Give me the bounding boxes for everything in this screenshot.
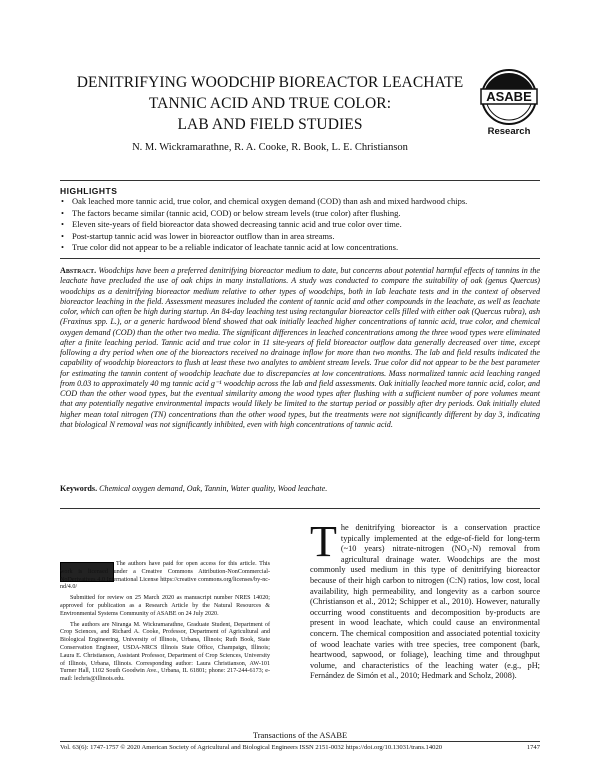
- highlights-list: [60, 196, 540, 254]
- top-rule: [60, 180, 540, 181]
- author-list: N. M. Wickramarathne, R. A. Cooke, R. Book, L. E. Christianson: [132, 142, 408, 153]
- intro-paragraph: he denitrifying bioreactor is a conservation practice typically implemented at the edge-of-field for long-term (~10 years) nitrate-nitrogen (NO₃-N) removal from agricultural drainage water. Woodchips are the most commonly used medium in this type of denitrifying bioreactor because of their high carbon to nitrogen (C:N) ratios, low cost, local availability, high permeability, and longevity as a carbon source (Christianson et al., 2012; Schipper et al., 2010). However, naturally occurring wood constituents and decomposition by-products are present in wood leachate, which could cause an environmental concern. The chemical composition and associated potential toxicity of wood leachate varies with tree species, tree component (bark, heartwood, sapwood, or foliage), leaching time and throughput volume, and characteristics of the leaching water (e.g., pH; Fernández de Simón et al., 2010; Hedmark and Scholz, 2008).: [310, 523, 540, 681]
- author-affiliations: The authors are Niranga M. Wickramarathne, Graduate Student, Department of Crop Sciences, and Richard A. Cooke, Professor, Department of Agricultural and Biological Engineering, University of Illinois, Urbana, Illinois; Ruth Book, State Conservation Engineer, USDA-NRCS Illinois State Office, Champaign, Illinois; Laura E. Christianson, Assistant Professor, Department of Crop Sciences, University of Illinois, Urbana, Illinois. Corresponding author: Laura Christianson, AW-101 Turner Hall, 1102 South Goodwin Ave., Urbana, IL 61801; phone: 217-244-6173; e-mail: lechris@illinois.edu.: [60, 621, 270, 683]
- keywords-label: Keywords.: [60, 484, 98, 493]
- abstract: [60, 266, 540, 430]
- bullet-icon: •: [61, 196, 64, 206]
- title-line-3: LAB AND FIELD STUDIES: [177, 116, 363, 133]
- left-column-notes: [60, 561, 270, 687]
- license-note: The authors have paid for open access for this article. This work is licensed under a Creative Commons Attribution-NonCommercial-NoDerivatives 4.0 International License https://creative commons.org/licenses/by-nc-nd/4.0/: [60, 561, 270, 591]
- bullet-icon: •: [61, 219, 64, 230]
- footer-rule: [60, 741, 540, 742]
- bullet-icon: •: [61, 230, 64, 241]
- journal-name: Transactions of the ASABE: [252, 730, 348, 740]
- abstract-bottom-rule: [60, 508, 540, 509]
- abstract-label: Abstract.: [60, 266, 97, 275]
- page-number: 1747: [526, 744, 540, 751]
- highlight-item: • Eleven site-years of field bioreactor data showed decreasing tannic acid and true color over time.: [61, 219, 402, 230]
- highlight-item: • True color did not appear to be a reliable indicator of leachate tannic acid at low concentrations.: [61, 242, 399, 253]
- drop-cap: T: [310, 517, 337, 566]
- keywords: [60, 484, 540, 493]
- title-line-2: TANNIC ACID AND TRUE COLOR:: [148, 95, 392, 112]
- highlight-item: • Oak leached more tannic acid, true color, and chemical oxygen demand (COD) than ash and mixed hardwood chips.: [61, 196, 468, 206]
- title-line-1: DENITRIFYING WOODCHIP BIOREACTOR LEACHATE: [76, 74, 464, 91]
- highlight-item: • The factors became similar (tannic acid, COD) or below stream levels (true color) after flushing.: [61, 207, 401, 218]
- submission-note: Submitted for review on 25 March 2020 as manuscript number NRES 14020; approved for publication as a Research Article by the Natural Resources & Environmental Systems Community of ASABE on 24 July 2020.: [60, 595, 270, 617]
- keywords-text: Chemical oxygen demand, Oak, Tannin, Water quality, Wood leachate.: [99, 484, 328, 493]
- bullet-icon: •: [61, 242, 64, 253]
- logo-text: ASABE: [486, 89, 532, 104]
- abstract-text: Woodchips have been a preferred denitrifying bioreactor medium to date, but concerns about potential harmful effects of tannins in the leachate have precluded the use of oak chips in many installations. A study was conducted to compare the suitability of oak (genus Quercus) woodchips as a denitrifying bioreactor medium relative to other types of woodchips, both in lab leachate tests and in the context of observed bioreactor leaching in the field. Assessment measures included the content of tannic acid and other compounds in the leachate, as well as leachate color, which can often be high during startup. An 84-day leaching test using rectangular bioreactor cells filled with either oak (Quercus rubra), ash (Fraxinus spp. L.), or a generic hardwood blend showed that oak initially leached higher concentrations of tannic acid, true color, and chemical oxygen demand (COD) than the other two media. The significant differences in leached concentrations among the three wood types were eliminated after a finite leaching period. Tannic acid and true color in 11 site-years of field bioreactor outflow data generally decreased over time, except following a dry period when one of the bioreactors received no drainage inflow for more than two months. The lab and field results indicated the capability of woodchip bioreactors to flush at least these two analytes to ambient stream levels. True color did not appear to be the best parameter for estimating the tannin content of woodchip leachate due to discrepancies at low concentrations. Mass normalized tannic acid leaching ranged from 0.03 to approximately 40 mg tannic acid g⁻¹ woodchip across the lab and field assessments. Oak initially leached more tannic acid, color, and COD than the other wood types, but the eventual similarity among the wood types after flushing with a sufficient number of pore volumes meant that any potentially negative environmental impacts would likely be limited to the startup period or possibly after dry periods. Oak initially eluted higher mean total nitrogen (TN) concentrations than the other wood types, but the treatments were not significantly different by day 3, indicating that biological N removal was not significantly inhibited, even with high concentrations of tannic acid.: [60, 266, 540, 429]
- citation-line: Vol. 63(6): 1747-1757 © 2020 American Society of Agricultural and Biological Engineers ISSN 2151-0032 https://doi.org/10.13031/trans.14020: [60, 744, 443, 751]
- bullet-icon: •: [61, 207, 64, 218]
- body-text: [310, 517, 540, 682]
- highlights-heading: HIGHLIGHTS: [60, 186, 118, 196]
- article-title: [60, 72, 480, 135]
- highlights-bottom-rule: [60, 258, 540, 259]
- logo-caption: Research: [487, 126, 531, 137]
- highlight-item: • Post-startup tannic acid was lower in bioreactor outflow than in area streams.: [61, 230, 335, 241]
